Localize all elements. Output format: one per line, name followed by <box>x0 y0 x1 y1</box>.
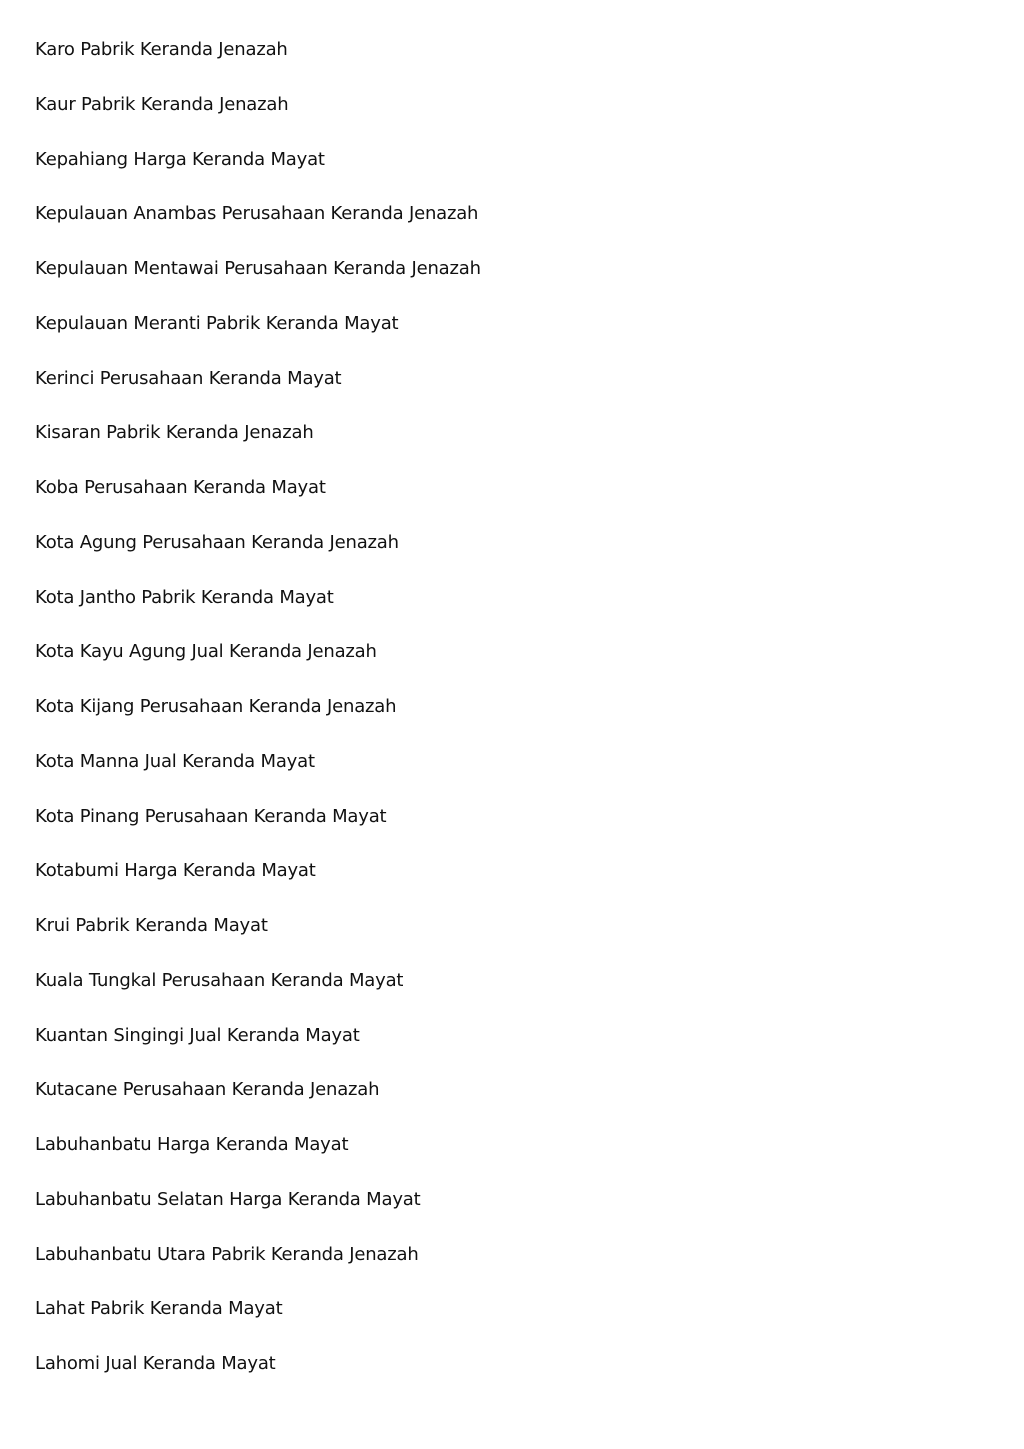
text-line: Kutacane Perusahaan Keranda Jenazah <box>35 1079 380 1101</box>
text-line: Kaur Pabrik Keranda Jenazah <box>35 93 289 115</box>
text-line: Kepulauan Meranti Pabrik Keranda Mayat <box>35 312 399 334</box>
text-line: Kota Jantho Pabrik Keranda Mayat <box>35 586 334 608</box>
text-line: Kisaran Pabrik Keranda Jenazah <box>35 422 314 444</box>
text-line: Kerinci Perusahaan Keranda Mayat <box>35 367 342 389</box>
text-line: Labuhanbatu Utara Pabrik Keranda Jenazah <box>35 1243 419 1265</box>
text-line: Labuhanbatu Harga Keranda Mayat <box>35 1134 349 1155</box>
text-line: Kota Agung Perusahaan Keranda Jenazah <box>35 531 399 553</box>
text-line: Kuantan Singingi Jual Keranda Mayat <box>35 1024 360 1046</box>
text-line: Kuala Tungkal Perusahaan Keranda Mayat <box>35 969 404 991</box>
text-line: Kepahiang Harga Keranda Mayat <box>35 148 325 170</box>
text-line: Krui Pabrik Keranda Mayat <box>35 915 268 936</box>
text-line: Kepulauan Anambas Perusahaan Keranda Jenazah <box>35 203 479 225</box>
text-line: Lahat Pabrik Keranda Mayat <box>35 1298 283 1320</box>
text-line: Lahomi Jual Keranda Mayat <box>35 1353 276 1374</box>
text-line: Kepulauan Mentawai Perusahaan Keranda Jenazah <box>35 258 481 279</box>
text-line: Kota Manna Jual Keranda Mayat <box>35 750 315 772</box>
text-line: Labuhanbatu Selatan Harga Keranda Mayat <box>35 1188 421 1210</box>
text-line-list <box>35 37 481 1406</box>
text-line: Karo Pabrik Keranda Jenazah <box>35 39 288 60</box>
text-line: Kota Kijang Perusahaan Keranda Jenazah <box>35 696 397 717</box>
text-line: Kota Kayu Agung Jual Keranda Jenazah <box>35 641 377 663</box>
text-line: Koba Perusahaan Keranda Mayat <box>35 477 326 498</box>
text-line: Kota Pinang Perusahaan Keranda Mayat <box>35 805 387 827</box>
text-line: Kotabumi Harga Keranda Mayat <box>35 860 316 882</box>
